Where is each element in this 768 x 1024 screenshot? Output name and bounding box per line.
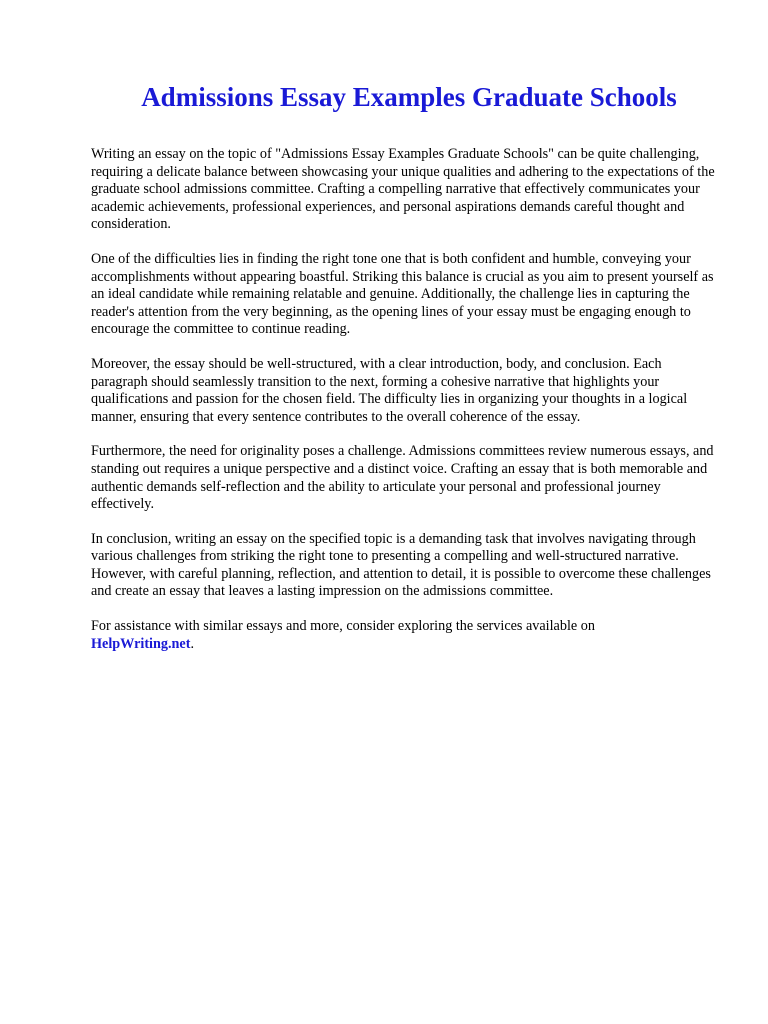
document-body [91,146,721,670]
paragraph-intro: Writing an essay on the topic of "Admissions Essay Examples Graduate Schools" can be quite challenging, requiring a delicate balance between showcasing your unique qualities and adhering to the expectations of the graduate school admissions committee. Crafting a compelling narrative that effectively communicates your academic achievements, professional experiences, and personal aspirations demands careful thought and consideration. [91,146,715,233]
paragraph-closing [91,618,721,653]
paragraph-originality: Furthermore, the need for originality poses a challenge. Admissions committees review numerous essays, and standing out requires a unique perspective and a distinct voice. Crafting an essay that is both memorable and authentic demands self-reflection and the ability to articulate your personal and professional journey effectively. [91,443,714,513]
closing-text: For assistance with similar essays and more, consider exploring the services available on [91,618,595,635]
paragraph-structure: Moreover, the essay should be well-structured, with a clear introduction, body, and conclusion. Each paragraph should seamlessly transition to the next, forming a cohesive narrative that highlights your qualifications and passion for the chosen field. The difficulty lies in organizing your thoughts in a logical manner, ensuring that every sentence contributes to the overall coherence of the essay. [91,355,688,425]
paragraph-tone: One of the difficulties lies in finding the right tone one that is both confident and humble, conveying your accomplishments without appearing boastful. Striking this balance is crucial as you aim to present yourself as an ideal candidate while remaining relatable and genuine. Additionally, the challenge lies in capturing the reader's attention from the very beginning, as the opening lines of your essay must be engaging enough to encourage the committee to continue reading. [91,250,714,338]
helpwriting-link[interactable]: HelpWriting.net [91,635,191,652]
document-title: Admissions Essay Examples Graduate Schools [141,82,677,112]
paragraph-conclusion: In conclusion, writing an essay on the specified topic is a demanding task that involves navigating through various challenges from striking the right tone to presenting a compelling and well-structured narrative. However, with careful planning, reflection, and attention to detail, it is possible to overcome these challenges and create an essay that leaves a lasting impression on the admissions committee. [91,530,711,600]
closing-suffix: . [190,635,194,652]
